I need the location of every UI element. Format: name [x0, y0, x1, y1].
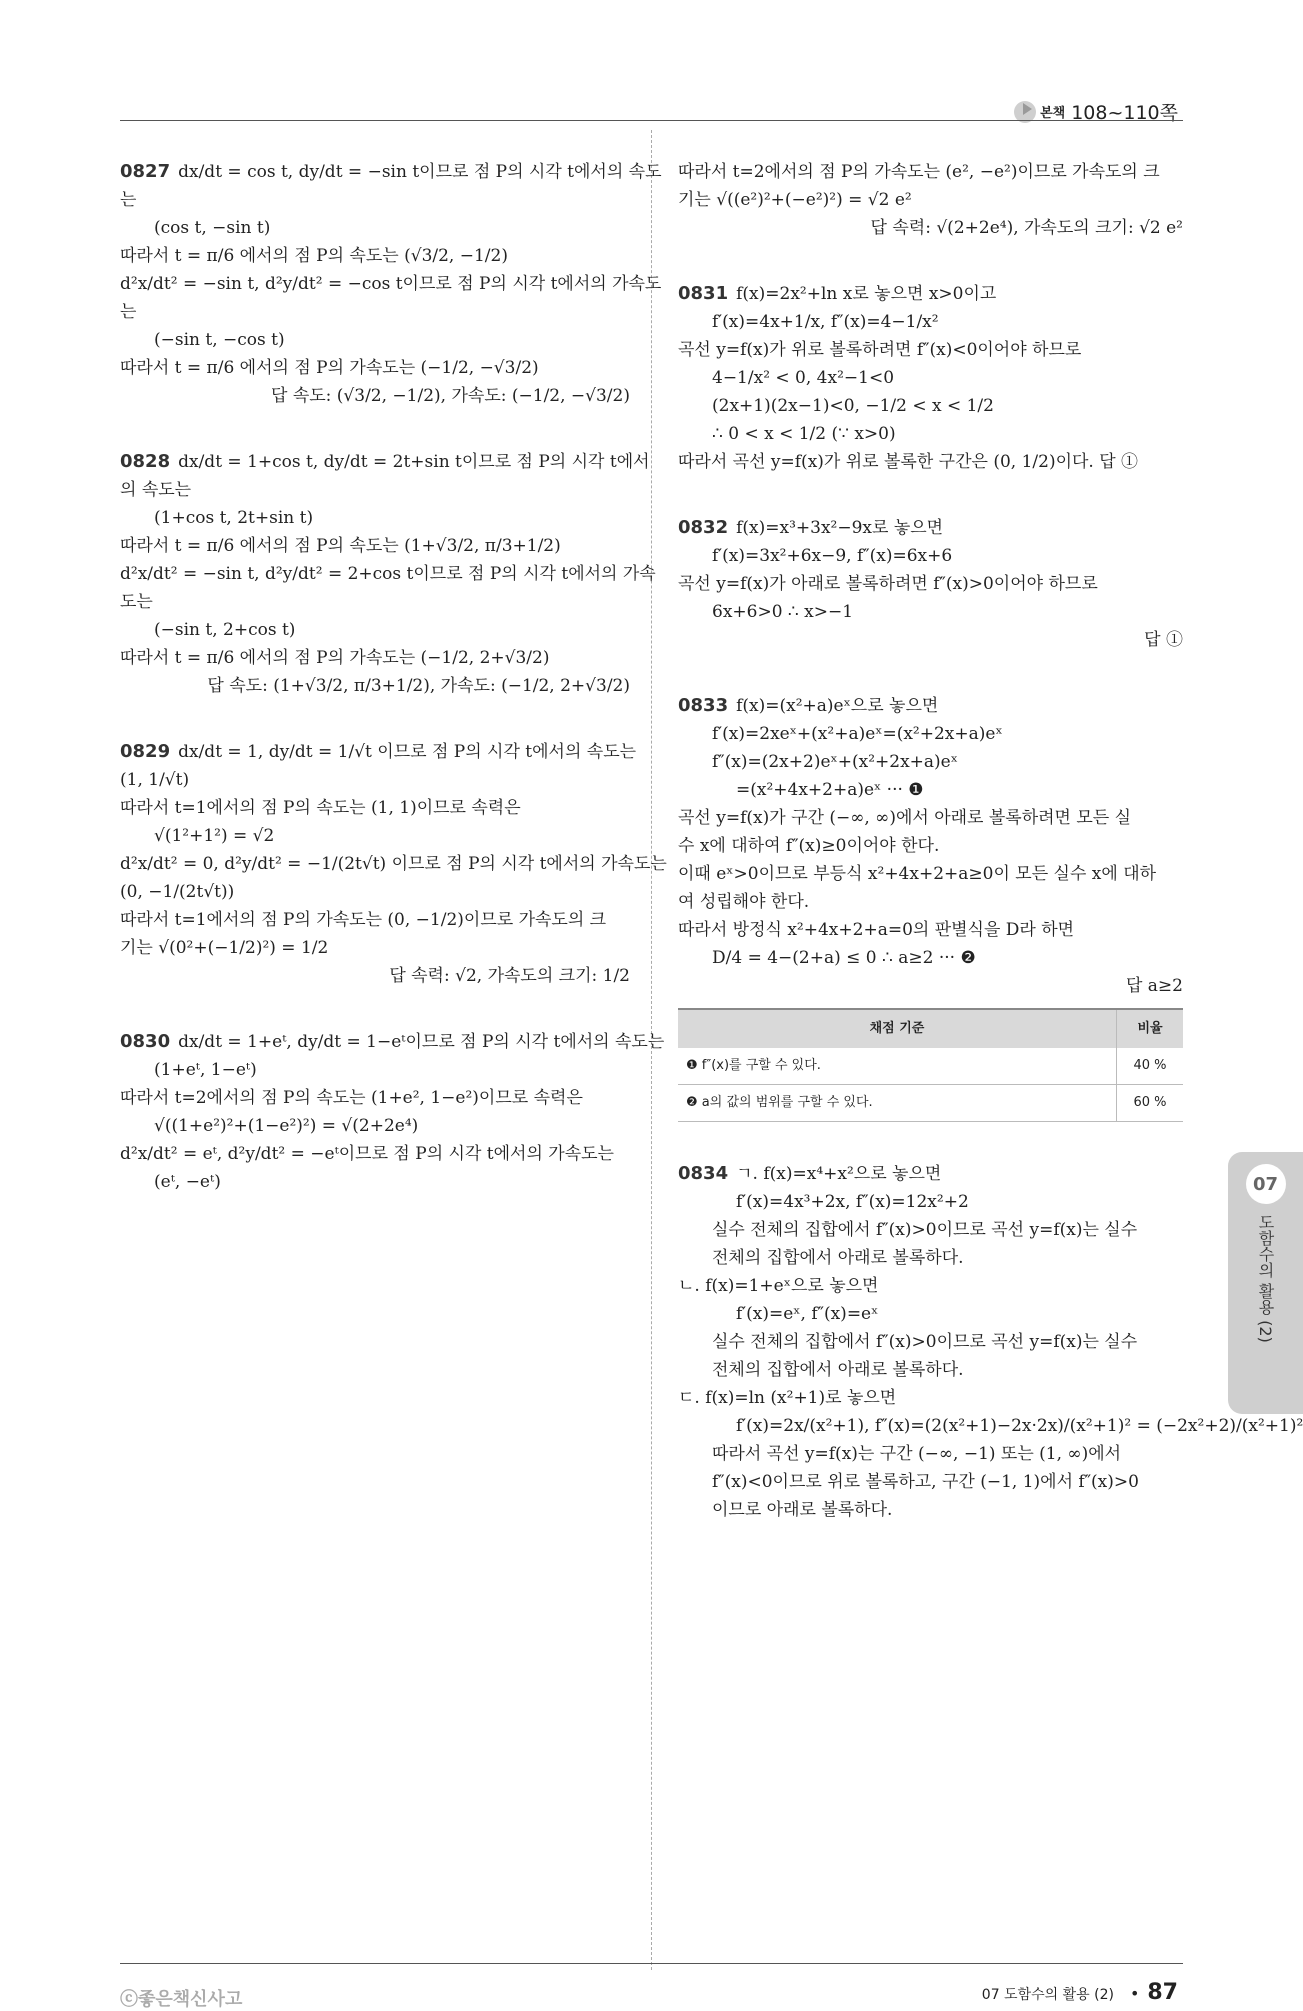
- solution-line: [120, 560, 656, 588]
- solution-line: [678, 158, 1183, 186]
- line-text: 따라서 t = π/6 에서의 점 P의 가속도는 (−1/2, −√3/2): [120, 358, 539, 378]
- line-text: f(x)=2x²+ln x로 놓으면 x>0이고: [736, 284, 997, 304]
- solution-line: [678, 186, 1183, 214]
- solution-line: [678, 720, 1183, 748]
- solution-line: [678, 1216, 1183, 1244]
- footer-rule: [120, 1963, 1183, 1964]
- line-text: 답 ①: [1144, 630, 1183, 650]
- solution-line: [678, 832, 1183, 860]
- solution-line: [120, 850, 667, 878]
- chapter-title: 도함수의 활용 (2): [1256, 1214, 1275, 1343]
- solution-line: [120, 1140, 630, 1168]
- line-text: 따라서 t = π/6 에서의 점 P의 가속도는 (−1/2, 2+√3/2): [120, 648, 550, 668]
- solution-line: [678, 514, 1183, 542]
- line-text: 수 x에 대하여 f″(x)≥0이어야 한다.: [678, 836, 940, 856]
- line-text: d²x/dt² = 0, d²y/dt² = −1/(2t√t) 이므로 점 P의 시각 t에서의 가속도는: [120, 854, 667, 874]
- solution-line: [120, 1084, 630, 1112]
- line-text: d²x/dt² = −sin t, d²y/dt² = 2+cos t이므로 점 P의 시각 t에서의 가속: [120, 564, 656, 584]
- answer-line: [120, 672, 630, 700]
- line-text: f′(x)=2xeˣ+(x²+a)eˣ=(x²+2x+a)eˣ: [712, 724, 1003, 744]
- line-text: 따라서 곡선 y=f(x)는 구간 (−∞, −1) 또는 (1, ∞)에서: [712, 1444, 1122, 1464]
- solution-line: [120, 326, 630, 354]
- grading-header-ratio: 비율: [1117, 1009, 1184, 1048]
- line-text: 답 속력: √2, 가속도의 크기: 1/2: [389, 966, 630, 986]
- problem-number: 0829: [120, 741, 171, 762]
- solution-line: [678, 280, 1183, 308]
- line-text: (2x+1)(2x−1)<0, −1/2 < x < 1/2: [712, 396, 994, 416]
- solution-line: [120, 158, 662, 186]
- line-text: f″(x)<0이므로 위로 볼록하고, 구간 (−1, 1)에서 f″(x)>0: [712, 1472, 1139, 1492]
- line-text: f(x)=(x²+a)eˣ으로 놓으면: [736, 696, 939, 716]
- solution-line: [120, 270, 662, 298]
- line-text: D/4 = 4−(2+a) ≤ 0 ∴ a≥2 ··· ❷: [712, 948, 976, 968]
- solution-line: [678, 1328, 1183, 1356]
- line-text: 도는: [120, 592, 153, 612]
- page-number: 87: [1147, 1980, 1178, 2005]
- grading-ratio: 40 %: [1117, 1048, 1184, 1085]
- line-text: 따라서 t=2에서의 점 P의 속도는 (1+e², 1−e²)이므로 속력은: [120, 1088, 583, 1108]
- line-text: 답 a≥2: [1125, 976, 1183, 996]
- grading-criterion: ❷ a의 값의 범위를 구할 수 있다.: [678, 1085, 1117, 1122]
- line-text: 따라서 t=2에서의 점 P의 가속도는 (e², −e²)이므로 가속도의 크: [678, 162, 1160, 182]
- solution-line: [120, 794, 630, 822]
- line-text: (−sin t, −cos t): [154, 330, 285, 350]
- line-text: 따라서 곡선 y=f(x)가 위로 볼록한 구간은 (0, 1/2)이다. 답 ①: [678, 452, 1139, 472]
- line-text: f′(x)=eˣ, f″(x)=eˣ: [736, 1304, 879, 1324]
- solution-line: [120, 588, 630, 616]
- solution-line: [120, 934, 630, 962]
- solution-line: [678, 1384, 1183, 1412]
- footer-dot-icon: •: [1129, 1984, 1140, 2003]
- line-text: 이때 eˣ>0이므로 부등식 x²+4x+2+a≥0이 모든 실수 x에 대하: [678, 864, 1157, 884]
- line-text: √(1²+1²) = √2: [154, 826, 275, 846]
- line-text: 따라서 t=1에서의 점 P의 속도는 (1, 1)이므로 속력은: [120, 798, 521, 818]
- line-text: dx/dt = 1+cos t, dy/dt = 2t+sin t이므로 점 P의 시각 t에서: [178, 452, 650, 472]
- solution-line: [120, 878, 630, 906]
- problem-number: 0833: [678, 695, 729, 716]
- line-text: √((1+e²)²+(1−e²)²) = √(2+2e⁴): [154, 1116, 419, 1136]
- line-text: ㄴ. f(x)=1+eˣ으로 놓으면: [678, 1276, 879, 1296]
- line-text: (cos t, −sin t): [154, 218, 271, 238]
- solution-line: [678, 1412, 1303, 1440]
- solution-line: [120, 1168, 630, 1196]
- line-text: dx/dt = 1, dy/dt = 1/√t 이므로 점 P의 시각 t에서의 속도는: [178, 742, 637, 762]
- solution-line: [678, 1188, 1183, 1216]
- line-text: 곡선 y=f(x)가 위로 볼록하려면 f″(x)<0이어야 하므로: [678, 340, 1082, 360]
- publisher-logo: ⓒ좋은책신사고: [120, 1989, 243, 2010]
- solution-line: [120, 214, 630, 242]
- line-text: 실수 전체의 집합에서 f″(x)>0이므로 곡선 y=f(x)는 실수: [712, 1220, 1138, 1240]
- problem-number: 0831: [678, 283, 729, 304]
- grading-header-criteria: 채점 기준: [678, 1009, 1117, 1048]
- grading-criterion: ❶ f″(x)를 구할 수 있다.: [678, 1048, 1117, 1085]
- grading-table: [678, 1008, 1183, 1122]
- footer-chapter: 07 도함수의 활용 (2): [981, 1987, 1114, 2003]
- line-text: (eᵗ, −eᵗ): [154, 1172, 221, 1192]
- page-footer: [982, 1980, 1178, 2005]
- chapter-number: 07: [1246, 1164, 1286, 1204]
- reference-tag: 본책: [1040, 106, 1066, 121]
- line-text: (1, 1/√t): [120, 770, 190, 790]
- line-text: 는: [120, 190, 137, 210]
- line-text: 따라서 t=1에서의 점 P의 가속도는 (0, −1/2)이므로 가속도의 크: [120, 910, 607, 930]
- line-text: 4−1/x² < 0, 4x²−1<0: [712, 368, 895, 388]
- solution-line: [120, 532, 630, 560]
- line-text: f′(x)=4x+1/x, f″(x)=4−1/x²: [712, 312, 939, 332]
- spacer: [120, 410, 630, 448]
- line-text: f′(x)=2x/(x²+1), f″(x)=(2(x²+1)−2x·2x)/(x²+1)² = (−2x²+2)/(x²+1)²: [736, 1416, 1303, 1436]
- solution-line: [120, 298, 630, 326]
- solution-line: [678, 392, 1183, 420]
- line-text: 따라서 t = π/6 에서의 점 P의 속도는 (1+√3/2, π/3+1/2): [120, 536, 561, 556]
- line-text: dx/dt = cos t, dy/dt = −sin t이므로 점 P의 시각 t에서의 속도: [178, 162, 662, 182]
- answer-line: [678, 972, 1183, 1000]
- answer-line: [120, 962, 630, 990]
- solution-line: [678, 776, 1183, 804]
- line-text: 실수 전체의 집합에서 f″(x)>0이므로 곡선 y=f(x)는 실수: [712, 1332, 1138, 1352]
- header-rule: [120, 120, 1183, 121]
- solution-line: [678, 308, 1183, 336]
- solution-line: [120, 644, 630, 672]
- line-text: =(x²+4x+2+a)eˣ ··· ❶: [736, 780, 924, 800]
- solution-line: [120, 448, 650, 476]
- spacer: [678, 242, 1183, 280]
- solution-line: [678, 420, 1183, 448]
- line-text: 전체의 집합에서 아래로 볼록하다.: [712, 1248, 964, 1268]
- spacer: [120, 990, 630, 1028]
- solution-line: [678, 860, 1183, 888]
- solution-line: [678, 804, 1183, 832]
- line-text: d²x/dt² = −sin t, d²y/dt² = −cos t이므로 점 P의 시각 t에서의 가속도: [120, 274, 662, 294]
- solution-line: [678, 748, 1183, 776]
- spacer: [120, 700, 630, 738]
- line-text: 답 속도: (√3/2, −1/2), 가속도: (−1/2, −√3/2): [271, 386, 630, 406]
- solution-line: [120, 616, 630, 644]
- line-text: ∴ 0 < x < 1/2 (∵ x>0): [712, 424, 896, 444]
- line-text: 는: [120, 302, 137, 322]
- solution-line: [678, 692, 1183, 720]
- solution-line: [678, 1440, 1183, 1468]
- answer-line: [120, 382, 630, 410]
- table-row: [678, 1085, 1183, 1122]
- grading-ratio: 60 %: [1117, 1085, 1184, 1122]
- solution-line: [678, 1244, 1183, 1272]
- solution-line: [678, 598, 1183, 626]
- line-text: (−sin t, 2+cos t): [154, 620, 296, 640]
- reference-pages: 108~110쪽: [1071, 102, 1178, 124]
- line-text: (1+eᵗ, 1−eᵗ): [154, 1060, 257, 1080]
- solution-line: [120, 242, 630, 270]
- solution-line: [120, 1028, 665, 1056]
- solution-line: [678, 1356, 1183, 1384]
- line-text: 여 성립해야 한다.: [678, 892, 810, 912]
- chapter-side-tab: [1228, 1152, 1303, 1414]
- line-text: (0, −1/(2t√t)): [120, 882, 235, 902]
- solution-line: [678, 944, 1183, 972]
- solution-line: [678, 1272, 1183, 1300]
- line-text: 의 속도는: [120, 480, 192, 500]
- solution-line: [678, 888, 1183, 916]
- problem-number: 0832: [678, 517, 729, 538]
- line-text: f″(x)=(2x+2)eˣ+(x²+2x+a)eˣ: [712, 752, 958, 772]
- line-text: 따라서 방정식 x²+4x+2+a=0의 판별식을 D라 하면: [678, 920, 1075, 940]
- line-text: dx/dt = 1+eᵗ, dy/dt = 1−eᵗ이므로 점 P의 시각 t에서의 속도는: [178, 1032, 665, 1052]
- line-text: f′(x)=3x²+6x−9, f″(x)=6x+6: [712, 546, 953, 566]
- line-text: 기는 √((e²)²+(−e²)²) = √2 e²: [678, 190, 912, 210]
- line-text: 기는 √(0²+(−1/2)²) = 1/2: [120, 938, 329, 958]
- line-text: 전체의 집합에서 아래로 볼록하다.: [712, 1360, 964, 1380]
- answer-line: [678, 626, 1183, 654]
- line-text: d²x/dt² = eᵗ, d²y/dt² = −eᵗ이므로 점 P의 시각 t에서의 가속도는: [120, 1144, 614, 1164]
- line-text: f′(x)=4x³+2x, f″(x)=12x²+2: [736, 1192, 969, 1212]
- problem-number: 0828: [120, 451, 171, 472]
- spacer: [678, 654, 1183, 692]
- solution-line: [120, 504, 630, 532]
- line-text: (1+cos t, 2t+sin t): [154, 508, 314, 528]
- spacer: [678, 1122, 1183, 1160]
- solution-line: [120, 186, 630, 214]
- line-text: 답 속도: (1+√3/2, π/3+1/2), 가속도: (−1/2, 2+√3/2): [207, 676, 630, 696]
- line-text: 답 속력: √(2+2e⁴), 가속도의 크기: √2 e²: [870, 218, 1183, 238]
- left-column: [120, 158, 667, 1196]
- solution-line: [120, 1112, 630, 1140]
- solution-line: [120, 766, 630, 794]
- solution-line: [120, 354, 630, 382]
- line-text: 따라서 t = π/6 에서의 점 P의 속도는 (√3/2, −1/2): [120, 246, 508, 266]
- solution-line: [678, 364, 1183, 392]
- line-text: 곡선 y=f(x)가 구간 (−∞, ∞)에서 아래로 볼록하려면 모든 실: [678, 808, 1132, 828]
- solution-line: [678, 1468, 1183, 1496]
- solution-line: [678, 570, 1183, 598]
- solution-line: [678, 916, 1183, 944]
- problem-number: 0827: [120, 161, 171, 182]
- answer-line: [678, 214, 1183, 242]
- table-row: [678, 1048, 1183, 1085]
- solution-line: [678, 1300, 1183, 1328]
- problem-number: 0834: [678, 1163, 729, 1184]
- solution-line: [678, 1496, 1183, 1524]
- solution-line: [678, 336, 1183, 364]
- solution-line: [120, 1056, 630, 1084]
- line-text: 이므로 아래로 볼록하다.: [712, 1500, 893, 1520]
- line-text: f(x)=x³+3x²−9x로 놓으면: [736, 518, 944, 538]
- solution-line: [678, 1160, 1183, 1188]
- solution-line: [120, 476, 630, 504]
- solution-line: [120, 906, 630, 934]
- solution-line: [678, 542, 1183, 570]
- solution-line: [120, 738, 637, 766]
- line-text: 6x+6>0 ∴ x>−1: [712, 602, 854, 622]
- spacer: [678, 476, 1183, 514]
- solution-line: [678, 448, 1183, 476]
- line-text: 곡선 y=f(x)가 아래로 볼록하려면 f″(x)>0이어야 하므로: [678, 574, 1098, 594]
- problem-number: 0830: [120, 1031, 171, 1052]
- line-text: ㄷ. f(x)=ln (x²+1)로 놓으면: [678, 1388, 897, 1408]
- line-text: ㄱ. f(x)=x⁴+x²으로 놓으면: [736, 1164, 942, 1184]
- solution-line: [120, 822, 630, 850]
